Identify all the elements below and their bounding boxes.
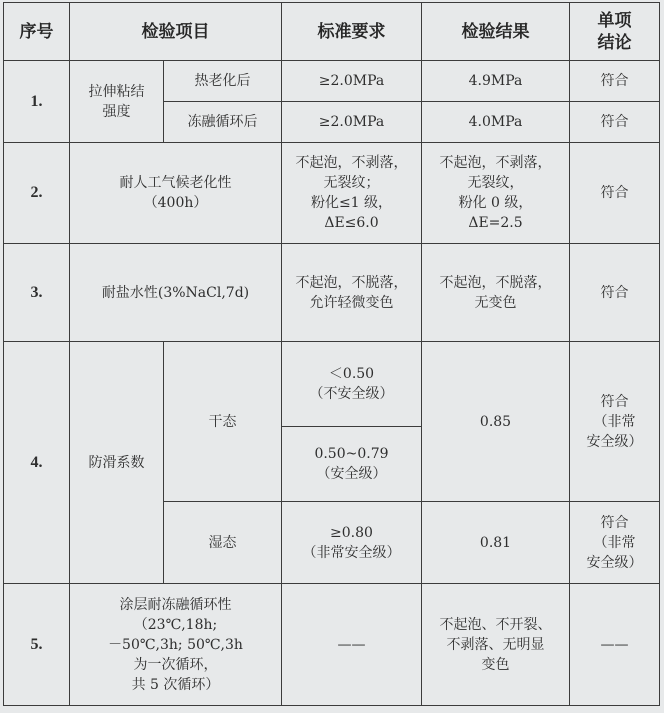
conclusion-value: 符合: [570, 61, 660, 102]
row-number: 5.: [4, 584, 70, 706]
standard-value: 不起泡，不脱落， 允许轻微变色: [282, 244, 422, 342]
result-value: 4.9MPa: [422, 61, 570, 102]
standard-value: ——: [282, 584, 422, 706]
row-number: 2.: [4, 143, 70, 244]
header-standard: 标准要求: [282, 3, 422, 61]
item-name: 涂层耐冻融循环性 （23℃,18h; －50℃,3h; 50℃,3h 为一次循环， 共 5 次循环）: [70, 584, 282, 706]
inspection-table: [3, 2, 660, 706]
result-value: 0.85: [422, 342, 570, 502]
header-conclusion: 单项 结论: [570, 3, 660, 61]
conclusion-value: ——: [570, 584, 660, 706]
result-value: 不起泡，不脱落， 无变色: [422, 244, 570, 342]
table-row: [4, 584, 660, 706]
conclusion-value: 符合: [570, 102, 660, 143]
item-name: 耐人工气候老化性 （400h）: [70, 143, 282, 244]
standard-value: ＜0.50 （不安全级）: [282, 342, 422, 427]
standard-value: ≥2.0MPa: [282, 102, 422, 143]
row-number: 1.: [4, 61, 70, 143]
sub-item-name: 干态: [164, 342, 282, 502]
standard-value: 0.50~0.79 （安全级）: [282, 427, 422, 502]
header-row: [4, 3, 660, 61]
result-value: 不起泡，不剥落， 无裂纹， 粉化 0 级， ΔE=2.5: [422, 143, 570, 244]
result-value: 0.81: [422, 502, 570, 584]
table-row: [4, 61, 660, 102]
sub-item-name: 冻融循环后: [164, 102, 282, 143]
row-number: 4.: [4, 342, 70, 584]
result-value: 4.0MPa: [422, 102, 570, 143]
table-row: [4, 244, 660, 342]
header-seq: 序号: [4, 3, 70, 61]
standard-value: 不起泡，不剥落， 无裂纹； 粉化≤1 级， ΔE≤6.0: [282, 143, 422, 244]
table-row: [4, 342, 660, 427]
sub-item-name: 湿态: [164, 502, 282, 584]
sub-item-name: 热老化后: [164, 61, 282, 102]
item-name: 耐盐水性(3%NaCl,7d): [70, 244, 282, 342]
conclusion-value: 符合 （非常 安全级）: [570, 342, 660, 502]
item-name: 拉伸粘结 强度: [70, 61, 164, 143]
standard-value: ≥2.0MPa: [282, 61, 422, 102]
header-item: 检验项目: [70, 3, 282, 61]
header-result: 检验结果: [422, 3, 570, 61]
standard-value: ≥0.80 （非常安全级）: [282, 502, 422, 584]
conclusion-value: 符合 （非常 安全级）: [570, 502, 660, 584]
conclusion-value: 符合: [570, 143, 660, 244]
item-name: 防滑系数: [70, 342, 164, 584]
table-row: [4, 143, 660, 244]
result-value: 不起泡、不开裂、 不剥落、无明显 变色: [422, 584, 570, 706]
row-number: 3.: [4, 244, 70, 342]
conclusion-value: 符合: [570, 244, 660, 342]
